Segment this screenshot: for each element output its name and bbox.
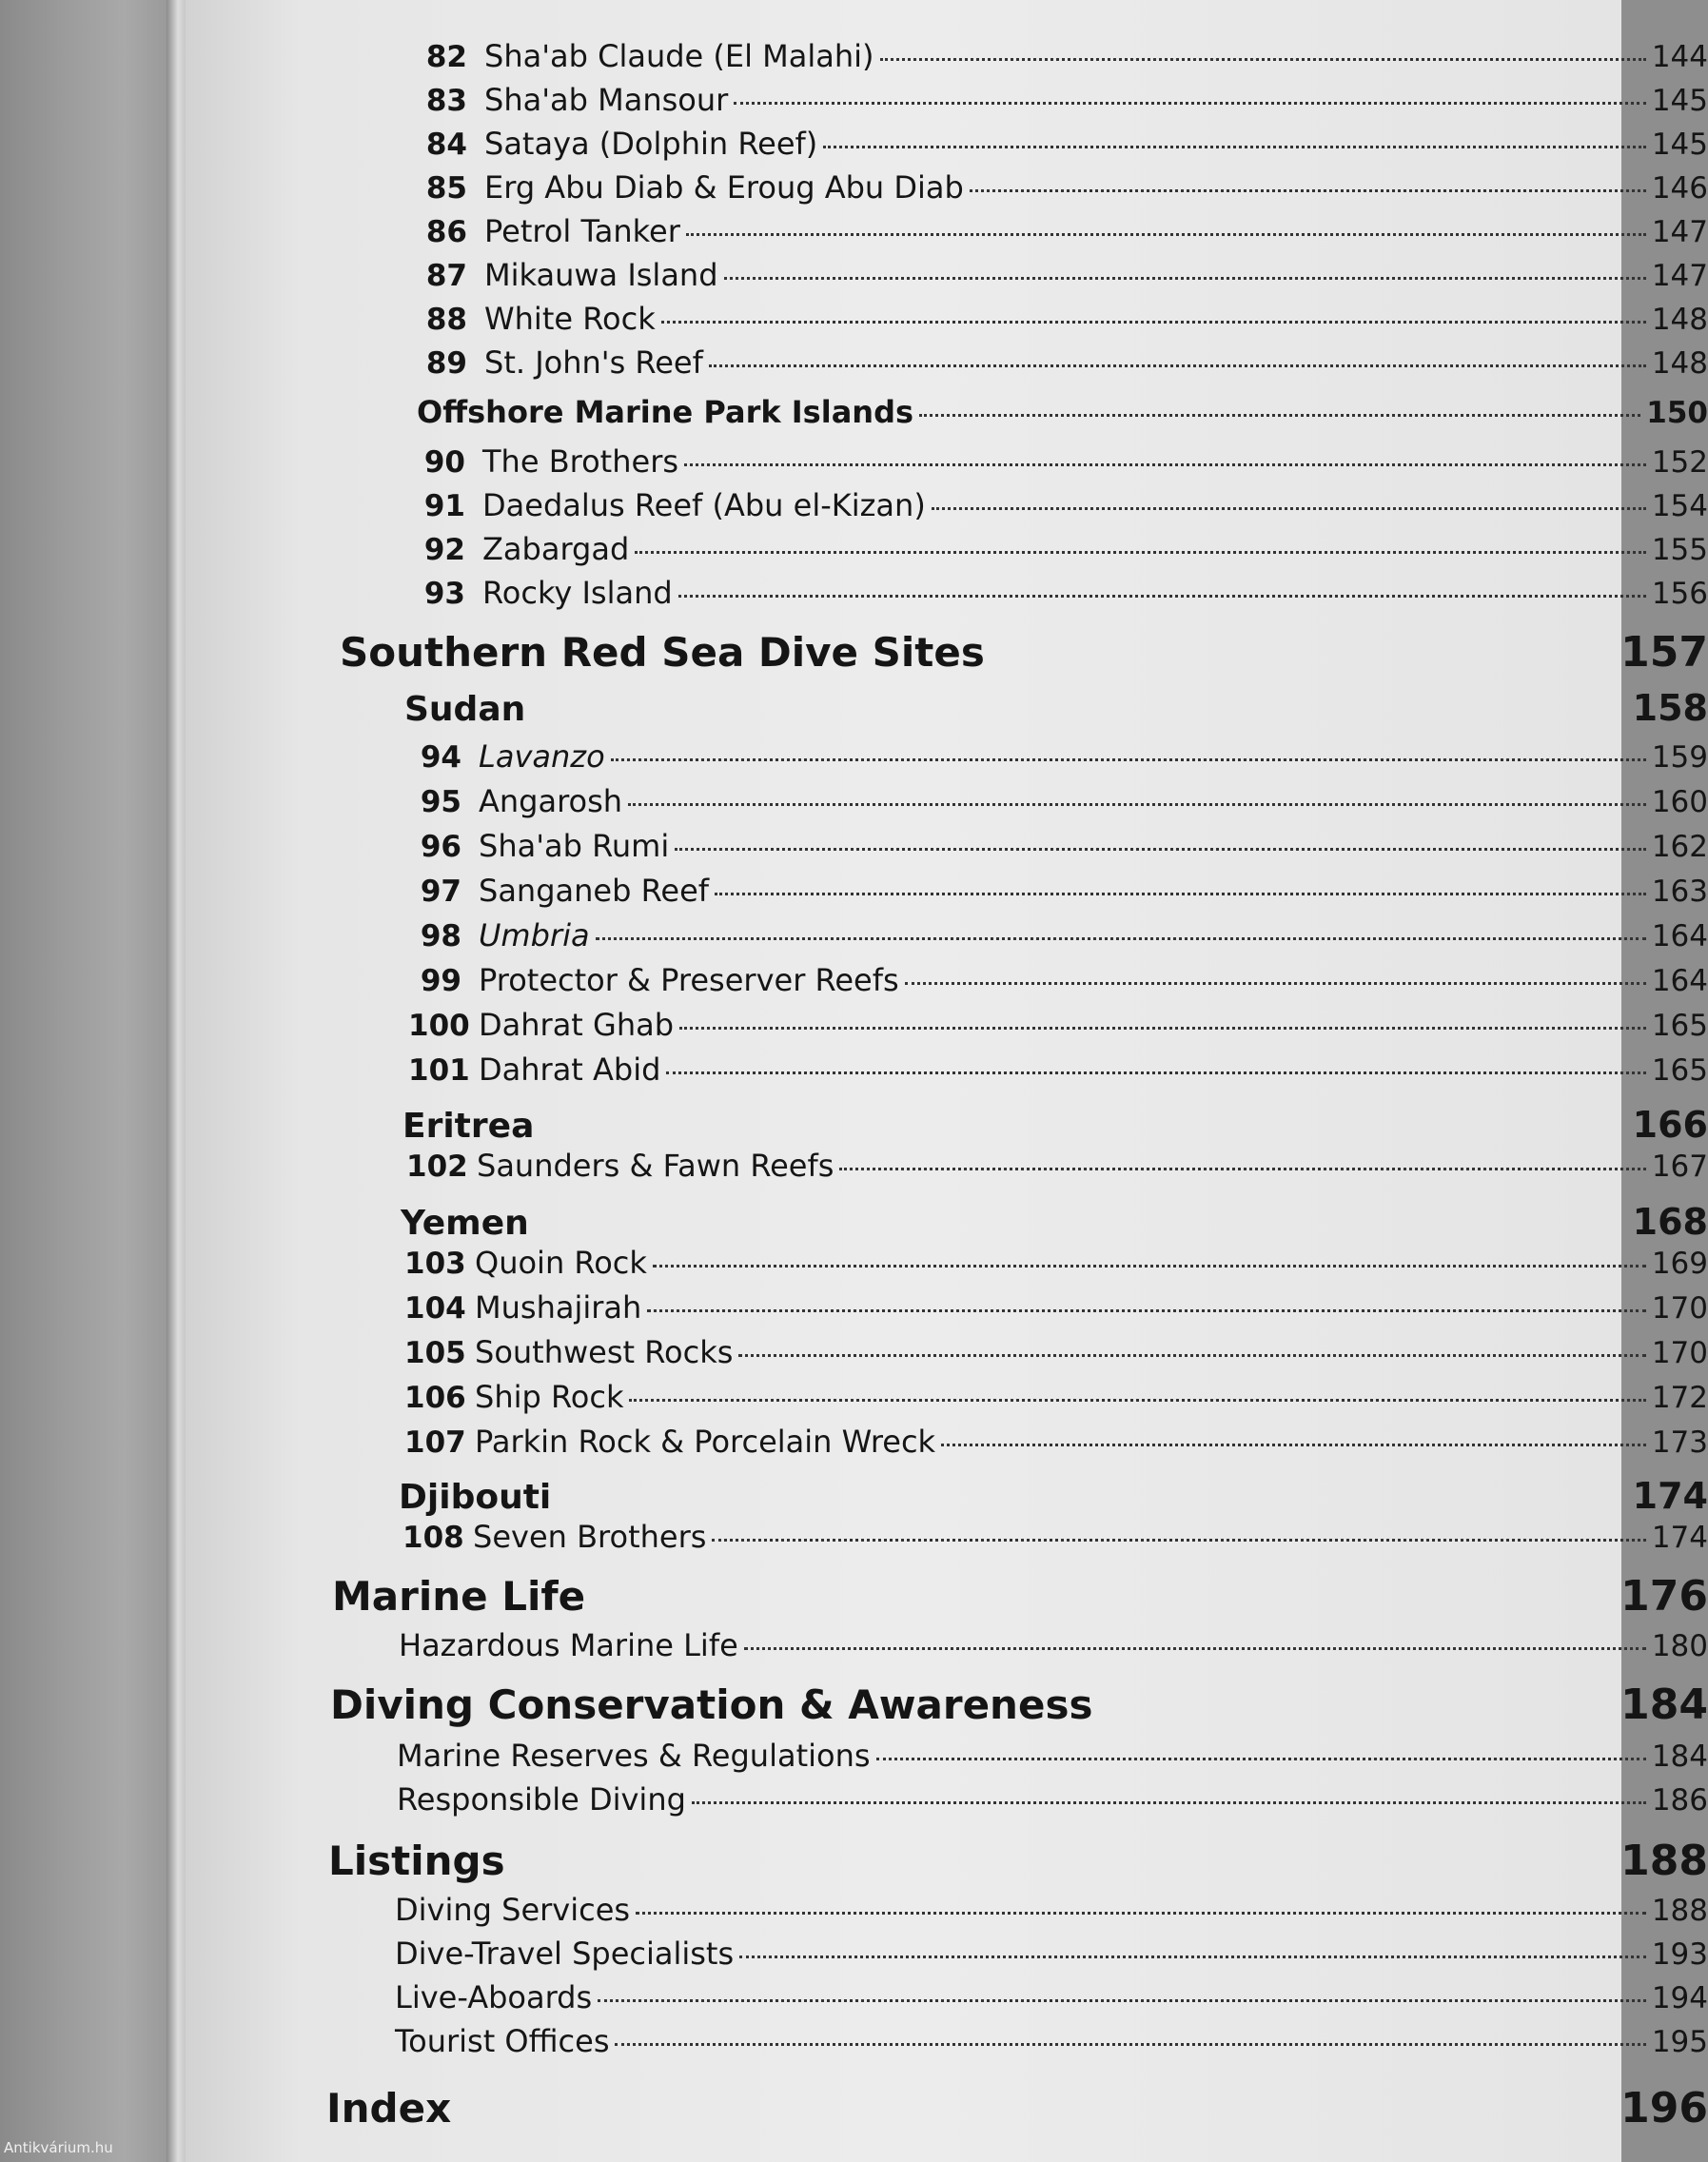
entry-title: Sha'ab Claude (El Malahi): [484, 38, 874, 74]
entry-page: 164: [1651, 964, 1708, 998]
entry-number: 84: [425, 128, 467, 162]
entry-title: Southwest Rocks: [475, 1334, 734, 1370]
entry-title: Diving Services: [395, 1892, 631, 1928]
entry-page: 148: [1651, 303, 1708, 337]
entry-title: Tourist Offices: [395, 2023, 610, 2059]
entry-page: 162: [1651, 830, 1708, 864]
entry-title: Live-Aboards: [395, 1979, 593, 2015]
entry-number: 107: [404, 1425, 466, 1460]
toc-entry: [408, 962, 1708, 998]
toc-entry: [402, 1519, 1708, 1555]
toc-entry: [395, 1936, 1708, 1972]
section-page: 184: [1620, 1680, 1708, 1729]
entry-page: 163: [1651, 875, 1708, 909]
toc-entry: [404, 1334, 1708, 1370]
entry-number: 85: [425, 171, 467, 206]
toc-entry: [414, 213, 1708, 249]
toc-subsection: [417, 394, 1708, 430]
entry-number: 103: [404, 1247, 466, 1281]
country-title: Sudan: [404, 690, 526, 729]
entry-title: Zabargad: [482, 531, 630, 567]
toc-entry: [412, 443, 1708, 480]
entry-page: 152: [1651, 445, 1708, 480]
dot-leader: [712, 1539, 1645, 1542]
entry-title: Quoin Rock: [475, 1245, 647, 1281]
toc-entry: [395, 1892, 1708, 1928]
entry-number: 100: [408, 1009, 470, 1043]
entry-title: Sanganeb Reef: [479, 873, 710, 909]
entry-page: 180: [1651, 1629, 1708, 1663]
dot-leader: [661, 321, 1646, 324]
entry-number: 101: [408, 1053, 470, 1088]
toc-entry: [414, 82, 1708, 118]
dot-leader: [919, 414, 1640, 417]
entry-number: 93: [423, 577, 465, 611]
dot-leader: [880, 58, 1646, 61]
dot-leader: [709, 364, 1646, 367]
entry-page: 174: [1651, 1521, 1708, 1555]
toc-entry: [395, 2023, 1708, 2059]
entry-title: Hazardous Marine Life: [399, 1627, 738, 1663]
entry-page: 165: [1651, 1009, 1708, 1043]
entry-page: 169: [1651, 1247, 1708, 1281]
dot-leader: [611, 758, 1646, 761]
entry-page: 154: [1651, 489, 1708, 523]
entry-page: 156: [1651, 577, 1708, 611]
entry-number: 108: [402, 1521, 464, 1555]
entry-title: Mikauwa Island: [484, 257, 718, 293]
book-binding: [0, 0, 167, 2162]
entry-number: 82: [425, 40, 467, 74]
toc-country-yemen: [401, 1201, 1708, 1243]
entry-title: Responsible Diving: [397, 1781, 686, 1818]
entry-title: Ship Rock: [475, 1379, 624, 1415]
dot-leader: [653, 1265, 1646, 1268]
entry-page: 170: [1651, 1336, 1708, 1370]
toc-entry: [414, 126, 1708, 162]
entry-title: Protector & Preserver Reefs: [479, 962, 899, 998]
entry-page: 184: [1651, 1739, 1708, 1774]
section-title: Listings: [328, 1838, 505, 1884]
dot-leader: [734, 102, 1646, 105]
toc-entry: [412, 531, 1708, 567]
dot-leader: [629, 1399, 1645, 1402]
toc-entry: [414, 169, 1708, 206]
entry-page: 144: [1651, 40, 1708, 74]
toc-country-sudan: [404, 687, 1708, 729]
toc-entry: [399, 1627, 1708, 1663]
dot-leader: [692, 1801, 1646, 1804]
dot-leader: [628, 803, 1646, 806]
entry-title: Angarosh: [479, 783, 623, 819]
entry-page: 188: [1651, 1894, 1708, 1928]
entry-page: 146: [1651, 171, 1708, 206]
section-page: 157: [1620, 628, 1708, 677]
toc-entry: [406, 1148, 1708, 1184]
entry-title: Sataya (Dolphin Reef): [484, 126, 818, 162]
entry-page: 147: [1651, 215, 1708, 249]
toc-entry: [414, 257, 1708, 293]
subsection-title: Offshore Marine Park Islands: [417, 394, 914, 430]
entry-title: Parkin Rock & Porcelain Wreck: [475, 1424, 936, 1460]
entry-title: Dahrat Abid: [479, 1052, 661, 1088]
toc-entry: [404, 1245, 1708, 1281]
dot-leader: [647, 1309, 1646, 1312]
entry-title: Sha'ab Rumi: [479, 828, 670, 864]
dot-leader: [932, 507, 1646, 510]
toc-section-southern: [340, 628, 1708, 677]
entry-title: Dahrat Ghab: [479, 1007, 675, 1043]
entry-title: Marine Reserves & Regulations: [397, 1738, 871, 1774]
dot-leader: [686, 233, 1646, 236]
entry-number: 91: [423, 489, 465, 523]
section-title: Marine Life: [332, 1573, 586, 1620]
dot-leader: [876, 1758, 1646, 1760]
section-title: Diving Conservation & Awareness: [330, 1681, 1093, 1728]
entry-title: Sha'ab Mansour: [484, 82, 729, 118]
section-page: 196: [1620, 2084, 1708, 2133]
entry-title: Mushajirah: [475, 1289, 642, 1326]
toc-entry: [412, 487, 1708, 523]
entry-number: 83: [425, 84, 467, 118]
dot-leader: [598, 1999, 1646, 2002]
entry-page: 160: [1651, 785, 1708, 819]
entry-title: St. John's Reef: [484, 344, 703, 381]
entry-number: 106: [404, 1381, 466, 1415]
entry-page: 172: [1651, 1381, 1708, 1415]
entry-title: Daedalus Reef (Abu el-Kizan): [482, 487, 926, 523]
entry-number: 92: [423, 533, 465, 567]
entry-number: 86: [425, 215, 467, 249]
toc-entry: [395, 1979, 1708, 2015]
toc-country-eritrea: [402, 1104, 1708, 1146]
entry-number: 88: [425, 303, 467, 337]
entry-number: 99: [420, 964, 461, 998]
dot-leader: [635, 551, 1646, 554]
entry-page: 164: [1651, 919, 1708, 953]
entry-title: Saunders & Fawn Reefs: [477, 1148, 834, 1184]
entry-number: 104: [404, 1291, 466, 1326]
country-title: Yemen: [401, 1204, 529, 1243]
toc-country-djibouti: [399, 1475, 1708, 1517]
toc-entry: [397, 1738, 1708, 1774]
toc-section-index: [326, 2084, 1708, 2133]
entry-page: 165: [1651, 1053, 1708, 1088]
entry-number: 89: [425, 346, 467, 381]
section-title: Southern Red Sea Dive Sites: [340, 629, 985, 676]
entry-number: 97: [420, 875, 461, 909]
toc-entry: [404, 1424, 1708, 1460]
country-page: 158: [1632, 687, 1708, 729]
entry-page: 194: [1651, 1981, 1708, 2015]
toc-entry: [408, 828, 1708, 864]
entry-page: 155: [1651, 533, 1708, 567]
toc-entry: [414, 301, 1708, 337]
dot-leader: [739, 1956, 1646, 1958]
toc-entry: [408, 738, 1708, 775]
toc-section-conservation: [330, 1680, 1708, 1729]
country-title: Djibouti: [399, 1478, 552, 1517]
country-page: 174: [1632, 1475, 1708, 1517]
dot-leader: [823, 146, 1646, 148]
toc-section-marine-life: [332, 1572, 1708, 1621]
dot-leader: [615, 2043, 1645, 2046]
page-edge: [167, 0, 186, 2162]
entry-page: 173: [1651, 1425, 1708, 1460]
toc-entry: [408, 783, 1708, 819]
entry-title: Erg Abu Diab & Eroug Abu Diab: [484, 169, 964, 206]
entry-page: 159: [1651, 740, 1708, 775]
dot-leader: [684, 463, 1646, 466]
entry-title: The Brothers: [482, 443, 679, 480]
entry-title: Dive-Travel Specialists: [395, 1936, 735, 1972]
country-page: 166: [1632, 1104, 1708, 1146]
entry-title: Umbria: [479, 917, 590, 953]
entry-page: 167: [1651, 1150, 1708, 1184]
dot-leader: [744, 1647, 1646, 1650]
entry-title: Petrol Tanker: [484, 213, 680, 249]
dot-leader: [596, 937, 1646, 940]
entry-number: 94: [420, 740, 461, 775]
entry-number: 90: [423, 445, 465, 480]
section-page: 176: [1620, 1572, 1708, 1621]
entry-number: 96: [420, 830, 461, 864]
toc-entry: [408, 1007, 1708, 1043]
entry-page: 186: [1651, 1783, 1708, 1818]
entry-number: 87: [425, 259, 467, 293]
dot-leader: [678, 595, 1646, 598]
country-page: 168: [1632, 1201, 1708, 1243]
dot-leader: [738, 1354, 1645, 1357]
entry-page: 147: [1651, 259, 1708, 293]
entry-page: 170: [1651, 1291, 1708, 1326]
toc-entry: [408, 917, 1708, 953]
entry-page: 148: [1651, 346, 1708, 381]
entry-title: Seven Brothers: [473, 1519, 707, 1555]
dot-leader: [941, 1444, 1646, 1446]
toc-entry: [408, 873, 1708, 909]
watermark: Antikvárium.hu: [4, 2139, 113, 2156]
entry-page: 195: [1651, 2025, 1708, 2059]
dot-leader: [905, 982, 1646, 985]
toc-section-listings: [328, 1837, 1708, 1885]
entry-number: 105: [404, 1336, 466, 1370]
toc-entry: [412, 575, 1708, 611]
dot-leader: [675, 848, 1646, 851]
subsection-page: 150: [1646, 396, 1708, 430]
entry-number: 95: [420, 785, 461, 819]
dot-leader: [666, 1071, 1645, 1074]
entry-number: 98: [420, 919, 461, 953]
entry-page: 145: [1651, 128, 1708, 162]
entry-number: 102: [406, 1150, 468, 1184]
toc-entry: [414, 344, 1708, 381]
dot-leader: [636, 1912, 1646, 1915]
toc-entry: [404, 1289, 1708, 1326]
dot-leader: [679, 1027, 1646, 1030]
toc-entry: [404, 1379, 1708, 1415]
section-title: Index: [326, 2085, 452, 2132]
dot-leader: [839, 1168, 1645, 1170]
toc-entry: [397, 1781, 1708, 1818]
dot-leader: [724, 277, 1646, 280]
toc-entry: [414, 38, 1708, 74]
dot-leader: [715, 893, 1646, 895]
entry-page: 193: [1651, 1937, 1708, 1972]
toc-page: [186, 0, 1708, 2162]
section-page: 188: [1620, 1837, 1708, 1885]
entry-title: Rocky Island: [482, 575, 673, 611]
entry-title: White Rock: [484, 301, 656, 337]
dot-leader: [970, 189, 1646, 192]
country-title: Eritrea: [402, 1107, 535, 1146]
entry-title: Lavanzo: [479, 738, 605, 775]
toc-entry: [408, 1052, 1708, 1088]
entry-page: 145: [1651, 84, 1708, 118]
